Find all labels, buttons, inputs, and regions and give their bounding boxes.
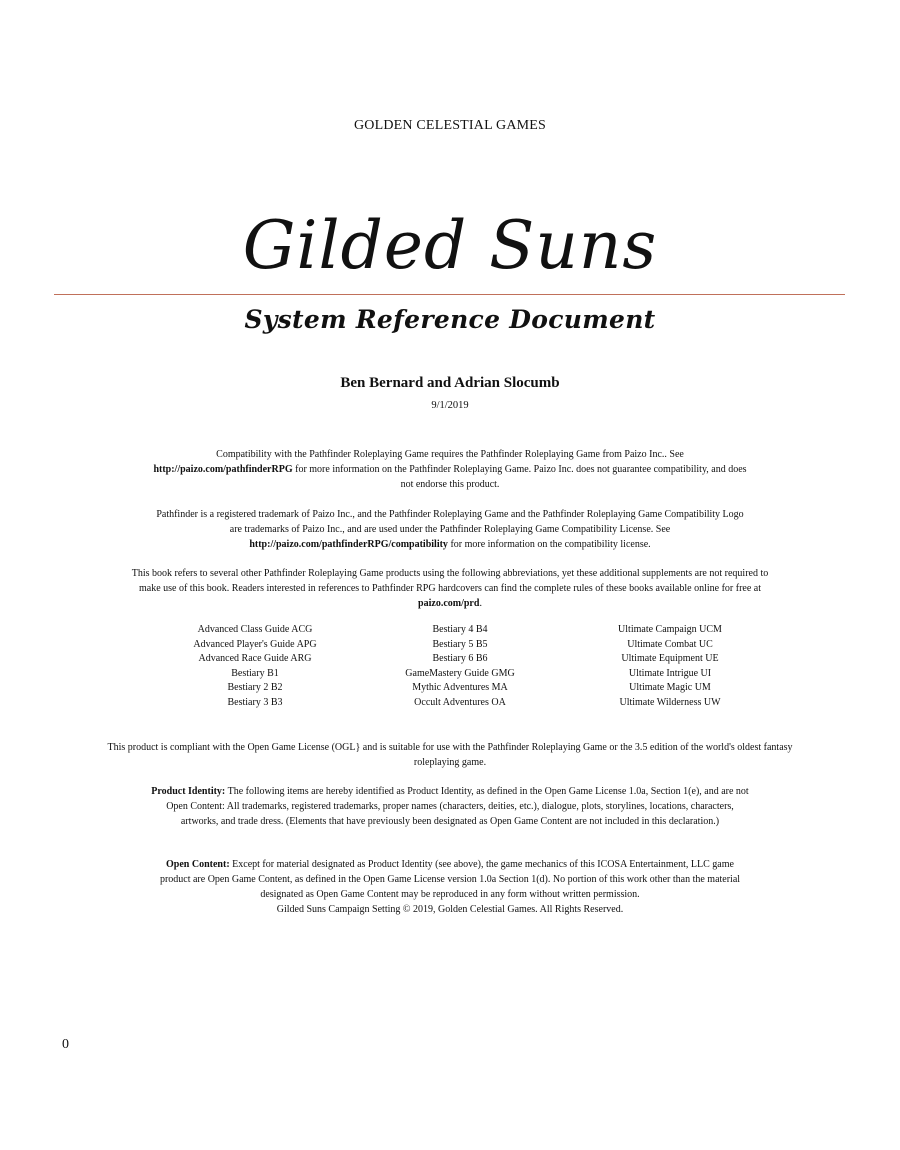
abbreviations-column-2	[345, 623, 575, 711]
publisher-name: GOLDEN CELESTIAL GAMES	[353, 118, 547, 133]
publication-date: 9/1/2019	[431, 400, 469, 411]
abbreviations-intro-text: This book refers to several other Pathfinder Roleplaying Game products using the following abbreviations, yet these additional supplements are not required to make use of this book. Readers interested in references to Pathfinder RPG hardcovers can find the complete rules of these books available online for free at	[131, 568, 769, 594]
abbreviation-item: Ultimate Intrigue UI	[628, 667, 712, 679]
compatibility-paragraph	[150, 447, 750, 492]
abbreviation-item: Ultimate Campaign UCM	[618, 624, 722, 635]
paizo-prd-link[interactable]: paizo.com/prd	[418, 598, 480, 609]
compatibility-license-link[interactable]: http://paizo.com/pathfinderRPG/compatibility	[249, 539, 448, 550]
abbreviations-column-1	[140, 623, 370, 711]
abbreviation-item: Bestiary 6 B6	[432, 653, 488, 665]
abbreviation-item: Mythic Adventures MA	[412, 682, 508, 694]
title-divider	[54, 294, 845, 295]
abbreviation-item: Bestiary 3 B3	[227, 696, 283, 708]
abbreviation-item: Bestiary 2 B2	[227, 682, 283, 694]
abbreviations-column-3	[555, 623, 785, 711]
abbreviation-item: Advanced Race Guide ARG	[198, 653, 312, 665]
open-content-label: Open Content:	[166, 859, 230, 870]
product-identity-label: Product Identity:	[151, 786, 226, 797]
abbreviation-item: Ultimate Equipment UE	[621, 653, 719, 665]
trademark-text-cont: for more information on the compatibility license.	[447, 539, 651, 550]
abbreviation-item: Ultimate Magic UM	[629, 682, 711, 694]
ogl-notice: This product is compliant with the Open Game License (OGL} and is suitable for use with the Pathfinder Roleplaying Game or the 3.5 edition of the world's oldest fantasy roleplaying game.	[107, 742, 793, 768]
compatibility-text-cont: for more information on the Pathfinder Roleplaying Game. Paizo Inc. does not guarantee compatibility, and does not endorse this product.	[292, 464, 747, 490]
abbreviation-item: Ultimate Wilderness UW	[619, 696, 721, 708]
abbreviations-intro-paragraph	[130, 566, 770, 611]
page-number: 0	[62, 1037, 69, 1052]
trademark-text: Pathfinder is a registered trademark of Paizo Inc., and the Pathfinder Roleplaying Game and the Pathfinder Roleplaying Game Compatibility Logo are trademarks of Paizo Inc., and are used under the Pathfinder Roleplaying Game Compatibility License. See	[156, 509, 744, 535]
authors: Ben Bernard and Adrian Slocumb	[340, 375, 560, 391]
abbreviation-item: Advanced Class Guide ACG	[197, 624, 313, 635]
trademark-paragraph	[150, 507, 750, 552]
product-identity-text: The following items are hereby identified as Product Identity, as defined in the Open Game License 1.0a, Section 1(e), and are not Open Content: All trademarks, registered trademarks, proper names (characters, deities, etc.), dialogue, plots, storylines, locations, characters, artworks, and trade dress. (Elements that have previously been designated as Open Game Content are not included in this declaration.)	[166, 786, 749, 827]
abbreviation-item: GameMastery Guide GMG	[405, 667, 515, 679]
open-content-paragraph	[150, 857, 750, 917]
open-content-text: Except for material designated as Product Identity (see above), the game mechanics of this ICOSA Entertainment, LLC game product are Open Game Content, as defined in the Open Game License version 1.0a Section 1(d). No portion of this work other than the material designated as Open Game Content may be reproduced in any form without written permission.	[159, 859, 741, 900]
abbreviation-item: Bestiary B1	[231, 667, 279, 679]
document-title: Gilded Suns	[242, 207, 658, 284]
paizo-pathfinder-link[interactable]: http://paizo.com/pathfinderRPG	[153, 464, 293, 475]
copyright-notice: Gilded Suns Campaign Setting © 2019, Golden Celestial Games. All Rights Reserved.	[276, 904, 624, 915]
product-identity-paragraph	[150, 784, 750, 829]
abbreviation-item: Bestiary 5 B5	[432, 638, 488, 650]
document-subtitle: System Reference Document	[244, 305, 656, 334]
abbreviation-item: Ultimate Combat UC	[627, 638, 713, 650]
compatibility-text: Compatibility with the Pathfinder Roleplaying Game requires the Pathfinder Roleplaying Game from Paizo Inc.. See	[216, 449, 684, 460]
abbreviations-intro-end: .	[479, 598, 482, 609]
abbreviation-item: Occult Adventures OA	[414, 696, 506, 708]
abbreviation-item: Advanced Player's Guide APG	[193, 638, 317, 650]
abbreviation-item: Bestiary 4 B4	[432, 624, 488, 635]
